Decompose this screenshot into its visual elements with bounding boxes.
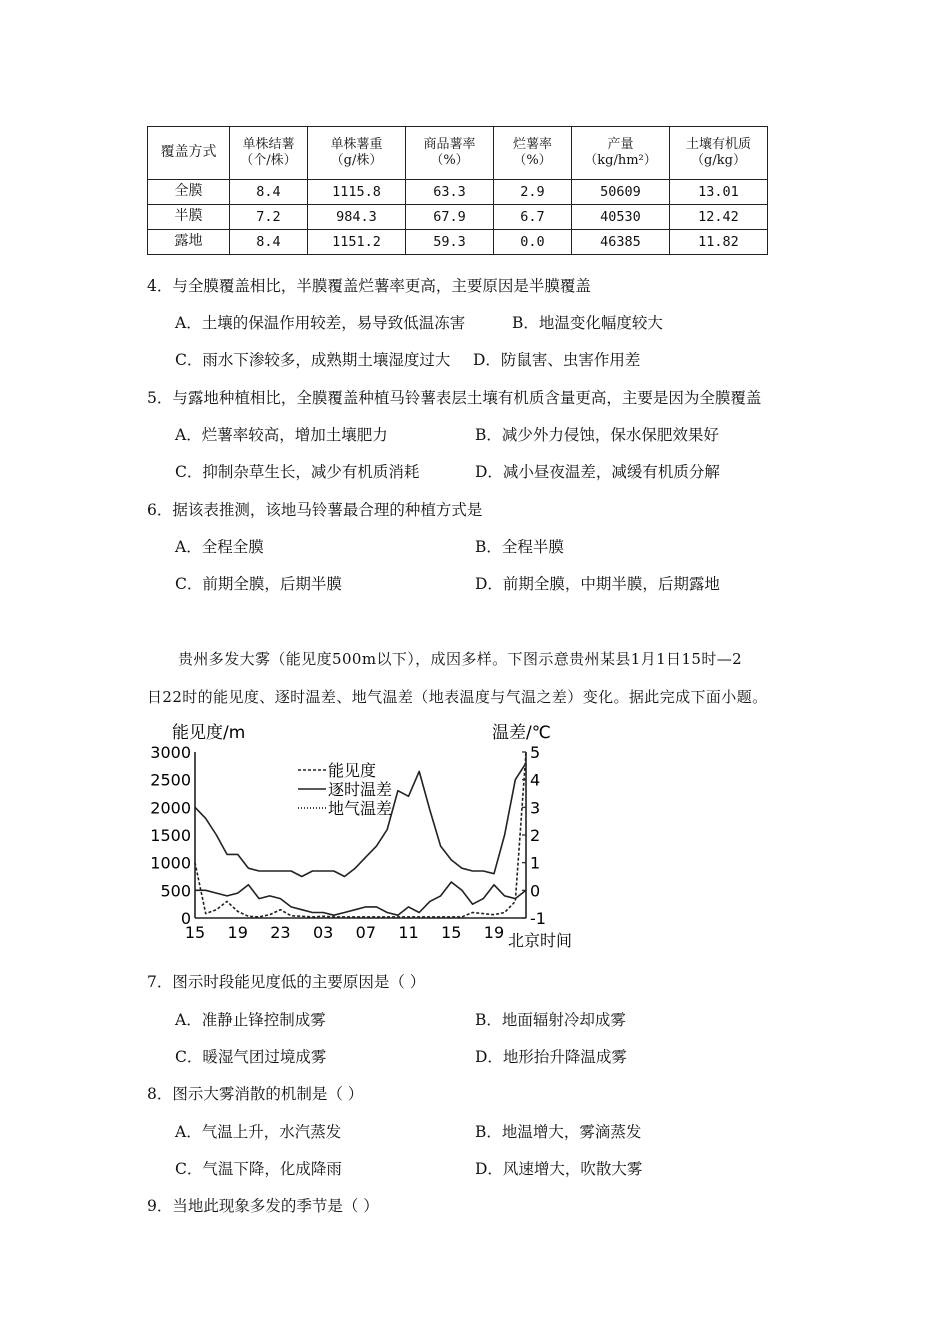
chart-legend — [298, 761, 392, 818]
table-cell: 40530 — [572, 205, 670, 230]
y-right-tick-label: 2 — [530, 826, 541, 845]
legend-label-visibility: 能见度 — [328, 761, 377, 780]
header-cover-method: 覆盖方式 — [148, 127, 230, 180]
table-cell: 2.9 — [494, 180, 572, 205]
header-tuber-weight: 单株薯重 （g/株） — [308, 127, 406, 180]
potato-data-table — [147, 126, 767, 253]
y-left-tick-label: 1000 — [150, 853, 191, 873]
y-right-tick-label: 0 — [530, 881, 541, 901]
table-cell: 0.0 — [494, 230, 572, 255]
y-right-tick-label: 4 — [530, 770, 541, 790]
passage-line-2: 日22时的能见度、逐时温差、地气温差（地表温度与气温之差）变化。据此完成下面小题。 — [147, 688, 768, 706]
question-6-option-b[interactable]: B．全程半膜 — [475, 538, 564, 556]
question-7-option-d[interactable]: D．地形抬升降温成雾 — [475, 1048, 627, 1066]
x-axis-label: 北京时间 — [508, 931, 573, 950]
table-cell: 全膜 — [148, 180, 230, 205]
question-5-option-d[interactable]: D．减小昼夜温差，减缓有机质分解 — [475, 463, 720, 481]
x-tick-label: 11 — [398, 923, 419, 942]
table-cell: 露地 — [148, 230, 230, 255]
table-row — [148, 230, 768, 255]
x-tick-label: 19 — [227, 923, 248, 942]
question-4-option-d[interactable]: D．防鼠害、虫害作用差 — [473, 351, 641, 369]
header-commercial-rate: 商品薯率 （%） — [406, 127, 494, 180]
y-left-tick-label: 1500 — [150, 826, 191, 845]
question-4-option-c[interactable]: C．雨水下渗较多，成熟期土壤湿度过大 — [175, 351, 451, 369]
question-8-option-b[interactable]: B．地温增大，雾滴蒸发 — [475, 1123, 642, 1141]
y-right-tick-label: 5 — [530, 743, 541, 762]
question-5-option-b[interactable]: B．减少外力侵蚀，保水保肥效果好 — [475, 426, 719, 444]
question-8-stem: 8．图示大雾消散的机制是（ ） — [147, 1085, 364, 1103]
table-row — [148, 205, 768, 230]
x-tick-label: 15 — [184, 923, 206, 942]
question-6-option-c[interactable]: C．前期全膜，后期半膜 — [175, 575, 342, 593]
table-cell: 1115.8 — [308, 180, 406, 205]
table-cell: 1151.2 — [308, 230, 406, 255]
question-4-option-b[interactable]: B．地温变化幅度较大 — [512, 314, 663, 332]
question-5-stem: 5．与露地种植相比，全膜覆盖种植马铃薯表层土壤有机质含量更高，主要是因为全膜覆盖 — [147, 389, 762, 407]
y-left-tick-label: 0 — [180, 909, 191, 928]
table-cell: 6.7 — [494, 205, 572, 230]
table-cell: 11.82 — [670, 230, 768, 255]
y-right-tick-label: 1 — [530, 853, 541, 873]
table-cell: 13.01 — [670, 180, 768, 205]
question-7-option-a[interactable]: A．准静止锋控制成雾 — [175, 1011, 326, 1029]
legend-label-hourly-temp-diff: 逐时温差 — [328, 780, 393, 799]
table-header-row — [148, 127, 768, 180]
table-cell: 8.4 — [230, 180, 308, 205]
table-cell: 59.3 — [406, 230, 494, 255]
question-4-option-a[interactable]: A．土壤的保温作用较差，易导致低温冻害 — [175, 314, 466, 332]
header-soil-organic: 土壤有机质 （g/kg） — [670, 127, 768, 180]
header-tubers-per-plant: 单株结薯 （个/株） — [230, 127, 308, 180]
question-7-stem: 7．图示时段能见度低的主要原因是（ ） — [147, 973, 426, 991]
x-tick-label: 23 — [270, 923, 291, 942]
header-rot-rate: 烂薯率 （%） — [494, 127, 572, 180]
table-cell: 7.2 — [230, 205, 308, 230]
hourly-temp-diff-line — [195, 882, 526, 915]
question-5-option-c[interactable]: C．抑制杂草生长，减少有机质消耗 — [175, 463, 420, 481]
y-left-axis-label: 能见度/m — [172, 723, 246, 743]
question-4-stem: 4．与全膜覆盖相比，半膜覆盖烂薯率更高，主要原因是半膜覆盖 — [147, 277, 591, 295]
question-6-option-d[interactable]: D．前期全膜，中期半膜，后期露地 — [475, 575, 720, 593]
question-5-option-a[interactable]: A．烂薯率较高，增加土壤肥力 — [175, 426, 388, 444]
x-tick-label: 19 — [483, 923, 505, 942]
table-cell: 46385 — [572, 230, 670, 255]
question-6-option-a[interactable]: A．全程全膜 — [175, 538, 264, 556]
table-cell: 50609 — [572, 180, 670, 205]
question-8-option-c[interactable]: C．气温下降，化成降雨 — [175, 1160, 342, 1178]
x-tick-label: 03 — [312, 923, 334, 942]
passage-line-1: 贵州多发大雾（能见度500m以下），成因多样。下图示意贵州某县1月1日15时—2 — [178, 650, 743, 668]
table-cell: 12.42 — [670, 205, 768, 230]
table-cell: 8.4 — [230, 230, 308, 255]
question-9-stem: 9．当地此现象多发的季节是（ ） — [147, 1197, 379, 1215]
table-cell: 984.3 — [308, 205, 406, 230]
question-7-option-b[interactable]: B．地面辐射冷却成雾 — [475, 1011, 626, 1029]
y-right-tick-label: -1 — [530, 909, 546, 928]
table-cell: 63.3 — [406, 180, 494, 205]
table-cell: 67.9 — [406, 205, 494, 230]
y-right-tick-label: 3 — [530, 798, 541, 818]
table-cell: 半膜 — [148, 205, 230, 230]
x-tick-label: 07 — [355, 923, 377, 942]
y-right-axis-label: 温差/℃ — [492, 723, 551, 743]
question-7-option-c[interactable]: C．暖湿气团过境成雾 — [175, 1048, 327, 1066]
y-left-tick-label: 2000 — [150, 798, 191, 818]
question-8-option-d[interactable]: D．风速增大，吹散大雾 — [475, 1160, 643, 1178]
legend-label-ground-air-diff: 地气温差 — [328, 799, 393, 818]
header-yield: 产量 （kg/hm²） — [572, 127, 670, 180]
table-row — [148, 180, 768, 205]
y-left-tick-label: 500 — [160, 881, 191, 901]
fog-chart — [140, 718, 600, 953]
y-left-tick-label: 2500 — [150, 770, 191, 790]
question-8-option-a[interactable]: A．气温上升，水汽蒸发 — [175, 1123, 342, 1141]
question-6-stem: 6．据该表推测，该地马铃薯最合理的种植方式是 — [147, 501, 483, 519]
x-tick-label: 15 — [441, 923, 462, 942]
y-left-tick-label: 3000 — [150, 743, 191, 762]
